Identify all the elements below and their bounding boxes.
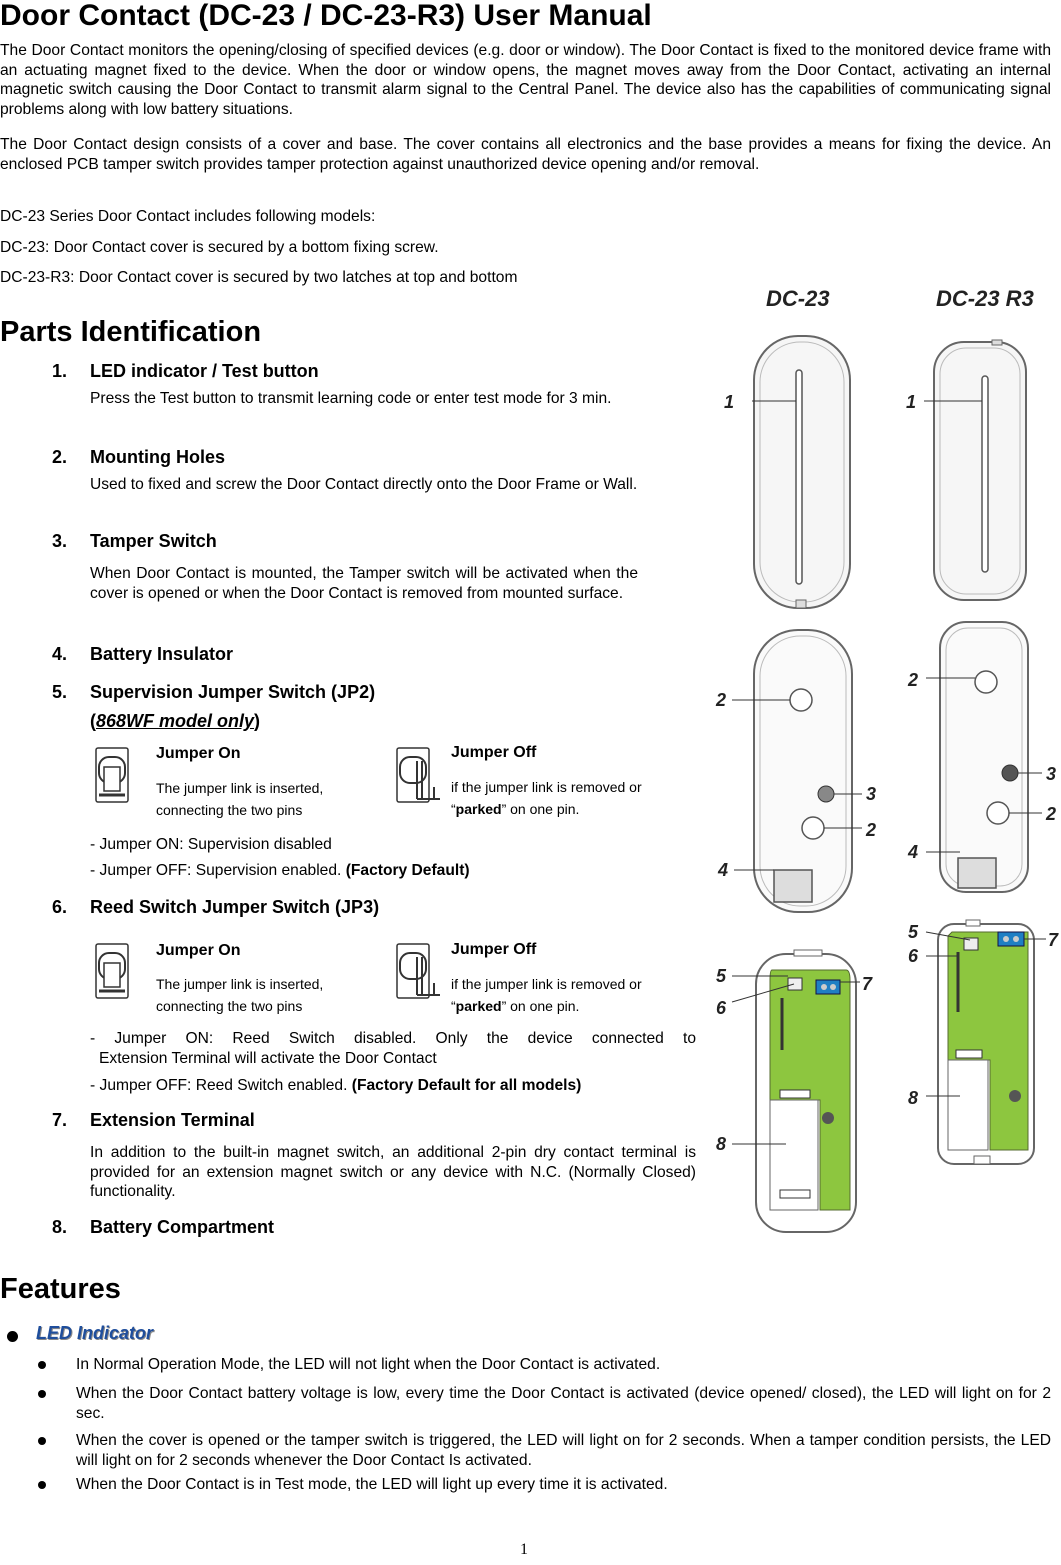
page-number: 1	[520, 1541, 528, 1558]
jp3-on-desc-2: connecting the two pins	[156, 998, 303, 1014]
callout-7: 7	[1048, 930, 1059, 950]
callout-2: 2	[866, 820, 877, 840]
intro-models-line: DC-23 Series Door Contact includes following models:	[0, 208, 376, 225]
part-5-model-note: (868WF model only)	[90, 711, 261, 731]
part-5-title: 5. Supervision Jumper Switch (JP2)	[52, 682, 376, 702]
feature-item: When the Door Contact is in Test mode, the LED will light up every time it is activated.	[76, 1476, 668, 1493]
features-subheading: LED Indicator	[36, 1323, 154, 1343]
features-heading: Features	[0, 1273, 121, 1305]
intro-dc23-line: DC-23: Door Contact cover is secured by a bottom fixing screw.	[0, 239, 439, 256]
jumper-on-icon	[95, 943, 129, 999]
jp3-on-desc-1: The jumper link is inserted,	[156, 976, 324, 992]
callout-2: 2	[1046, 804, 1057, 824]
part-2-title: 2. Mounting Holes	[52, 447, 225, 467]
bullet-icon	[38, 1437, 46, 1445]
model-label-dc23r3: DC-23 R3	[936, 286, 1034, 311]
feature-item: In Normal Operation Mode, the LED will not light when the Door Contact is activated.	[76, 1356, 661, 1373]
bullet-icon	[7, 1331, 18, 1342]
part-3-title: 3. Tamper Switch	[52, 531, 217, 551]
part-3-body: When Door Contact is mounted, the Tamper switch will be activated when the cover is opened or when the Door Contact is removed from mounted surface.	[90, 565, 638, 602]
jp3-line-on-a: - Jumper ON: Reed Switch disabled. Only the device connected to	[90, 1030, 696, 1047]
intro-dc23r3-line: DC-23-R3: Door Contact cover is secured by two latches at top and bottom	[0, 269, 518, 286]
part-4-title: 4. Battery Insulator	[52, 644, 234, 664]
callout-7: 7	[862, 974, 873, 994]
page-title: Door Contact (DC-23 / DC-23-R3) User Manual	[0, 0, 652, 32]
callout-3: 3	[866, 784, 877, 804]
parts-diagram	[690, 280, 1061, 1235]
model-label-dc23: DC-23	[766, 286, 830, 311]
callout-2: 2	[716, 690, 727, 710]
dc23r3-pcb	[938, 920, 1034, 1164]
part-7-title: 7. Extension Terminal	[52, 1110, 255, 1130]
dc23-pcb	[756, 950, 856, 1232]
jp2-line-on: - Jumper ON: Supervision disabled	[90, 836, 332, 853]
callout-3: 3	[1046, 764, 1057, 784]
bullet-icon	[38, 1390, 46, 1398]
callout-5: 5	[908, 922, 919, 942]
callout-1: 1	[724, 392, 735, 412]
feature-item: When the Door Contact battery voltage is low, every time the Door Contact is activated (device opened/ closed), the LED will light on for 2 sec.	[76, 1385, 1051, 1422]
parts-heading: Parts Identification	[0, 316, 262, 348]
callout-2: 2	[908, 670, 919, 690]
jp2-on-label: Jumper On	[156, 745, 241, 762]
jp3-off-desc-2: “parked” on one pin.	[451, 998, 580, 1014]
callout-5: 5	[716, 966, 727, 986]
callout-6: 6	[716, 998, 727, 1018]
jumper-off-icon	[396, 943, 442, 999]
bullet-icon	[38, 1361, 46, 1369]
jp2-line-off: - Jumper OFF: Supervision enabled. (Factory Default)	[90, 862, 470, 879]
callout-4: 4	[718, 860, 729, 880]
intro-paragraph-2: The Door Contact design consists of a cover and base. The cover contains all electronics and the base provides a means for fixing the device. An enclosed PCB tamper switch provides tamper protection against unauthorized device opening and/or removal.	[0, 136, 1051, 173]
callout-4: 4	[908, 842, 919, 862]
part-6-title: 6. Reed Switch Jumper Switch (JP3)	[52, 897, 380, 917]
jp3-on-label: Jumper On	[156, 942, 241, 959]
bullet-icon	[38, 1481, 46, 1489]
jp3-off-label: Jumper Off	[451, 941, 537, 958]
part-2-body: Used to fixed and screw the Door Contact directly onto the Door Frame or Wall.	[90, 476, 638, 493]
part-7-body: In addition to the built-in magnet switch, an additional 2-pin dry contact terminal is provided for an extension magnet switch or any device with N.C. (Normally Closed) functionality.	[90, 1144, 696, 1200]
jumper-on-icon	[95, 747, 129, 803]
feature-item: When the cover is opened or the tamper switch is triggered, the LED will light on for 2 seconds. When a tamper condition persists, the LED will light on for 2 seconds whenever the Door Contact Is activated.	[76, 1432, 1051, 1469]
jp3-off-desc-1: if the jumper link is removed or	[451, 976, 642, 992]
part-1-title: 1. LED indicator / Test button	[52, 361, 319, 381]
intro-paragraph-1: The Door Contact monitors the opening/closing of specified devices (e.g. door or window). The Door Contact is fixed to the monitored device frame with an actuating magnet fixed to the device. When the door or window opens, the magnet moves away from the Door Contact, activating an internal magnetic switch causing the Door Contact to transmit alarm signal to the Central Panel. The device also has the capabilities of communicating signal problems along with low battery situations.	[0, 42, 1051, 118]
dc23r3-cover	[934, 340, 1026, 600]
jumper-off-icon	[396, 747, 442, 803]
part-1-body: Press the Test button to transmit learning code or enter test mode for 3 min.	[90, 390, 612, 407]
jp2-off-desc-2: “parked” on one pin.	[451, 801, 580, 817]
jp2-on-desc-1: The jumper link is inserted,	[156, 780, 324, 796]
callout-6: 6	[908, 946, 919, 966]
callout-1: 1	[906, 392, 917, 412]
dc23-cover	[754, 336, 850, 608]
jp3-line-on-b: Extension Terminal will activate the Door Contact	[99, 1050, 437, 1067]
callout-8: 8	[716, 1134, 727, 1154]
jp3-line-off: - Jumper OFF: Reed Switch enabled. (Factory Default for all models)	[90, 1077, 582, 1094]
callout-8: 8	[908, 1088, 919, 1108]
jp2-on-desc-2: connecting the two pins	[156, 802, 303, 818]
jp2-off-label: Jumper Off	[451, 744, 537, 761]
jp2-off-desc-1: if the jumper link is removed or	[451, 779, 642, 795]
part-8-title: 8. Battery Compartment	[52, 1217, 275, 1237]
